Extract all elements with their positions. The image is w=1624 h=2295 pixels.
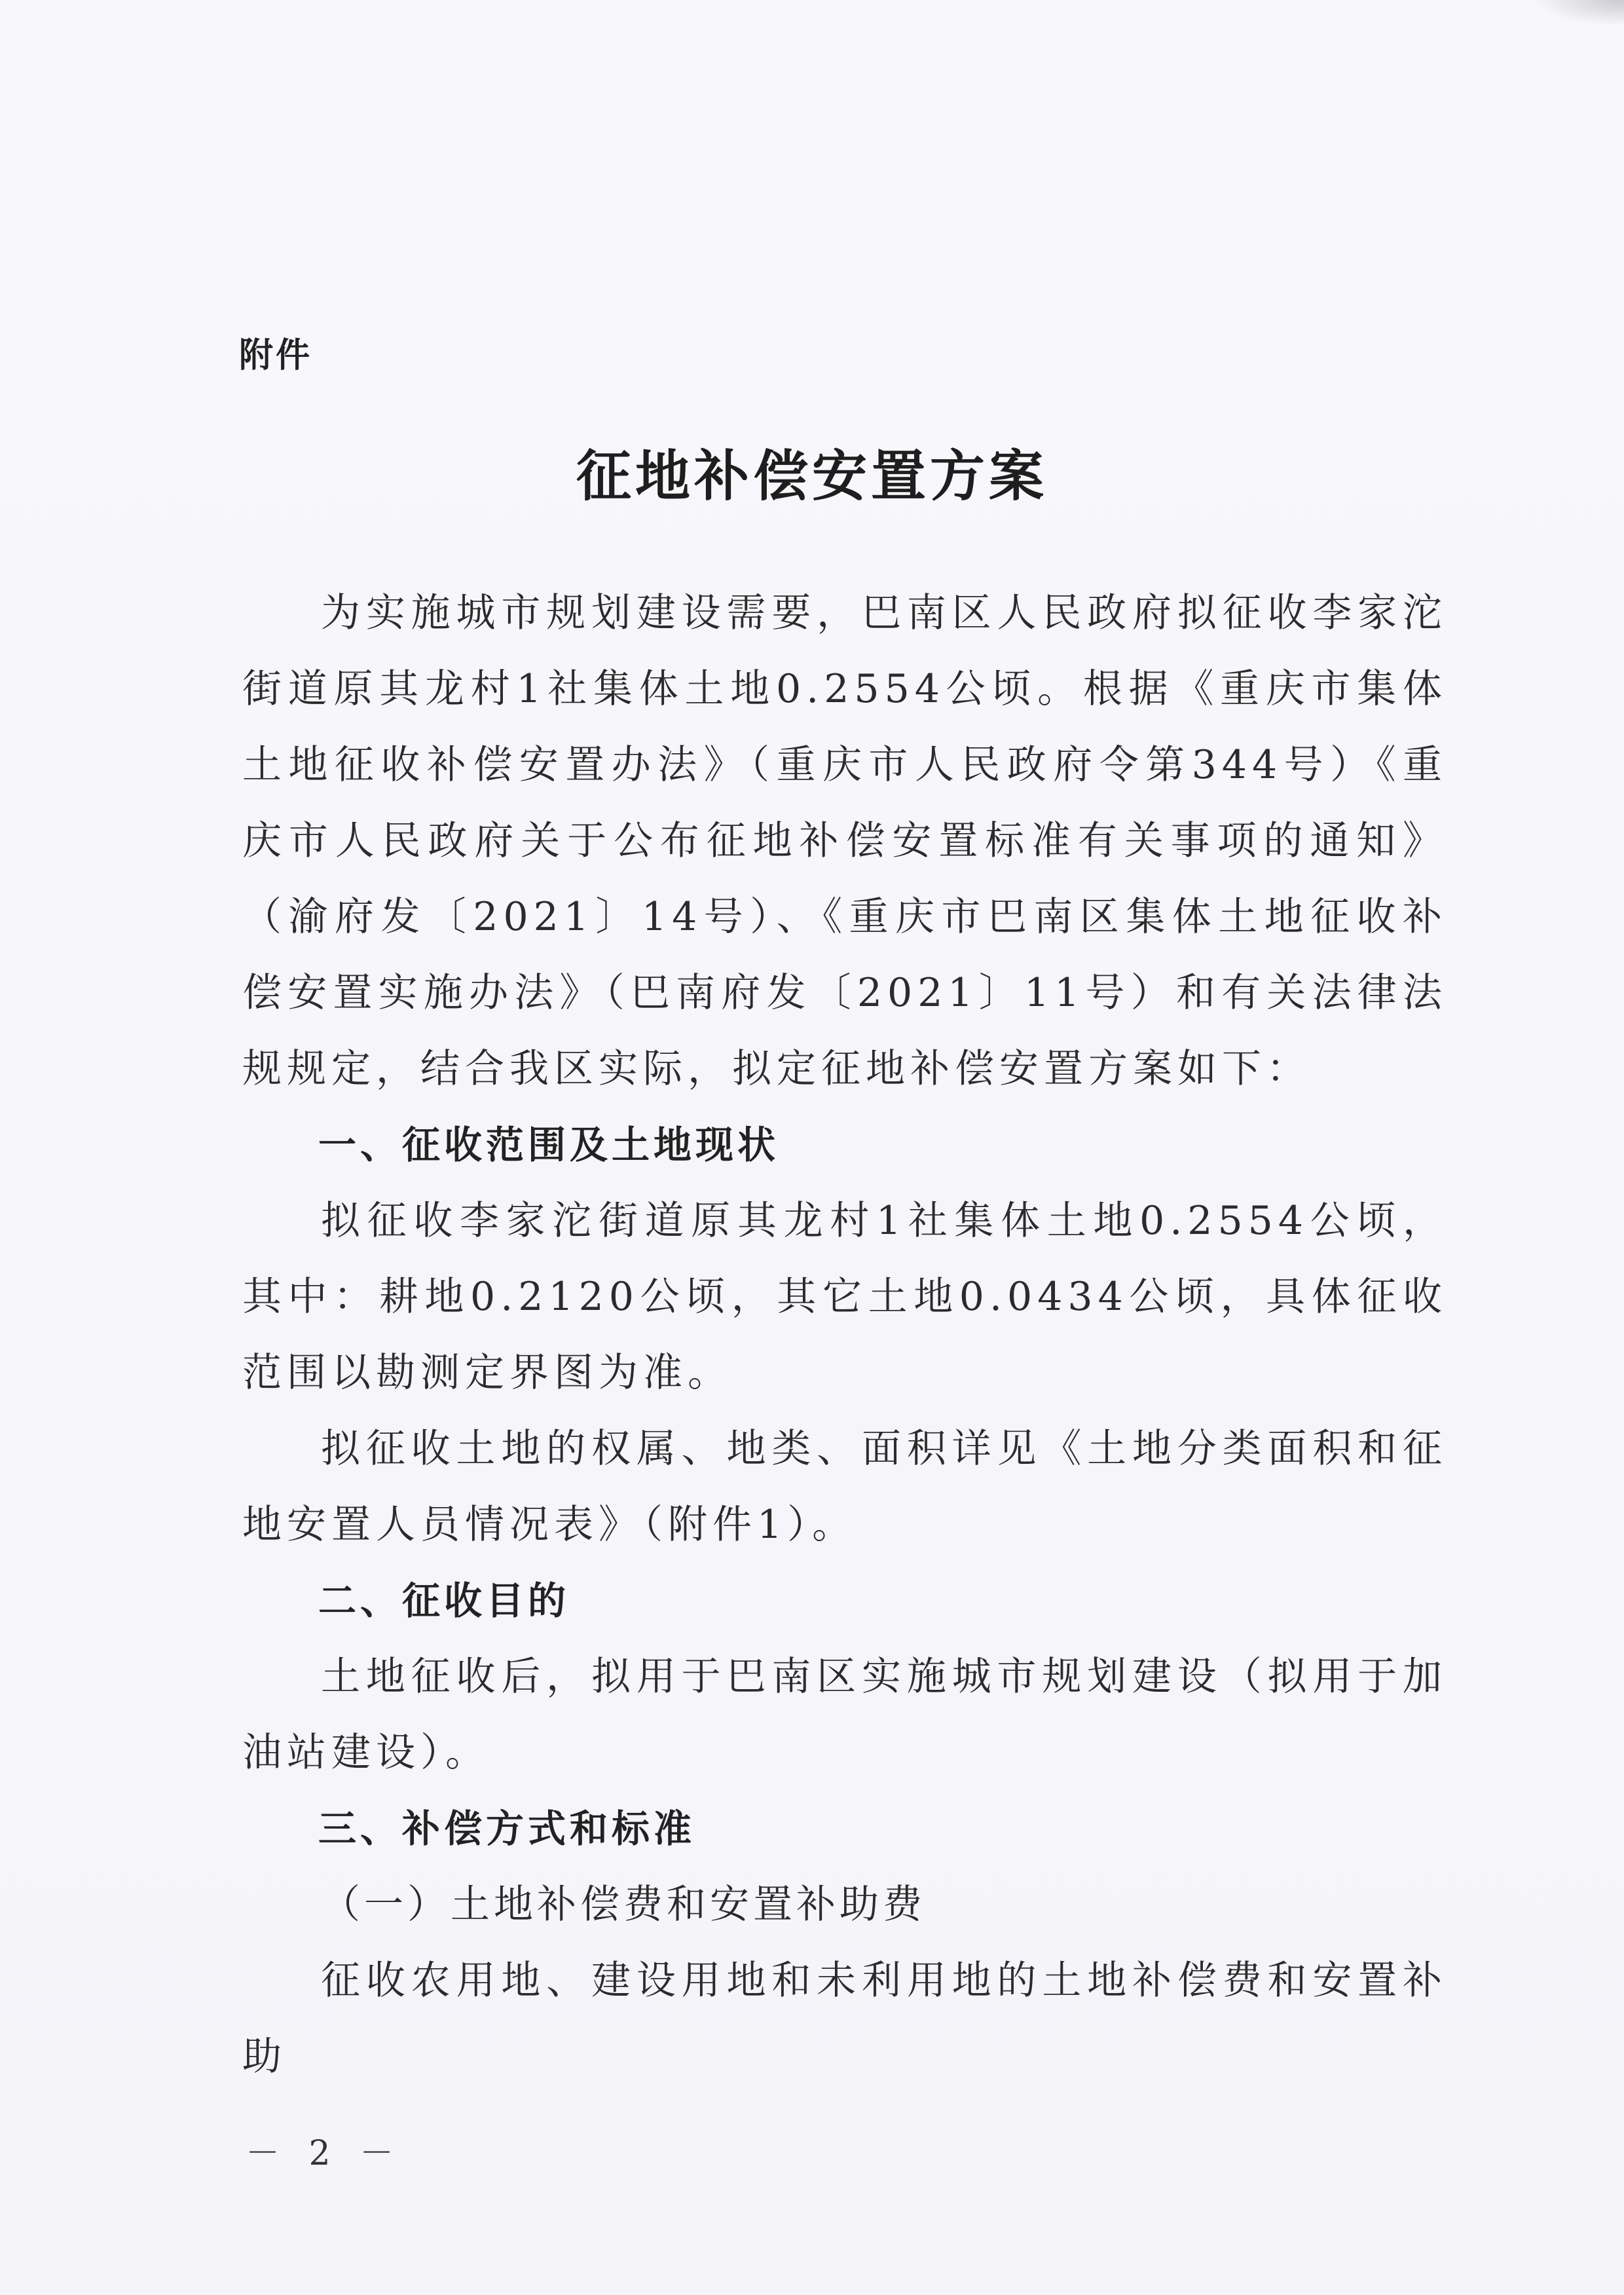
section-heading-purpose: 二、征收目的 [318,1578,570,1623]
document-body [242,575,1447,2095]
page-corner-shadow [1532,0,1624,26]
paragraph-scope-area: 拟征收李家沱街道原其龙村1社集体土地0.2554公顷，其中：耕地0.2120公顷，其它土地0.0434公顷，具体征收范围以勘测定界图为准。 [242,1198,1447,1396]
paragraph-purpose: 土地征收后，拟用于巴南区实施城市规划建设（拟用于加油站建设）。 [242,1654,1447,1776]
attachment-label: 附件 [239,336,313,375]
subsection-heading-land-compensation: （一）土地补偿费和安置补助费 [321,1882,926,1928]
document-title: 征地补偿安置方案 [576,443,1048,508]
page-number: － 2 － [246,2134,403,2173]
paragraph-land-compensation: 征收农用地、建设用地和未利用地的土地补偿费和安置补助 [242,1958,1447,2080]
section-heading-compensation: 三、补偿方式和标准 [318,1806,696,1851]
paragraph-intro: 为实施城市规划建设需要，巴南区人民政府拟征收李家沱街道原其龙村1社集体土地0.2554公顷。根据《重庆市集体土地征收补偿安置办法》（重庆市人民政府令第344号）《重庆市人民政府关于公布征地补偿安置标准有关事项的通知》（渝府发〔2021〕14号）、《重庆市巴南区集体土地征收补偿安置实施办法》（巴南府发〔2021〕11号）和有关法律法规规定，结合我区实际，拟定征地补偿安置方案如下： [242,590,1447,1092]
section-heading-scope: 一、征收范围及土地现状 [318,1123,780,1167]
paragraph-scope-details: 拟征收土地的权属、地类、面积详见《土地分类面积和征地安置人员情况表》（附件1）。 [242,1426,1447,1548]
